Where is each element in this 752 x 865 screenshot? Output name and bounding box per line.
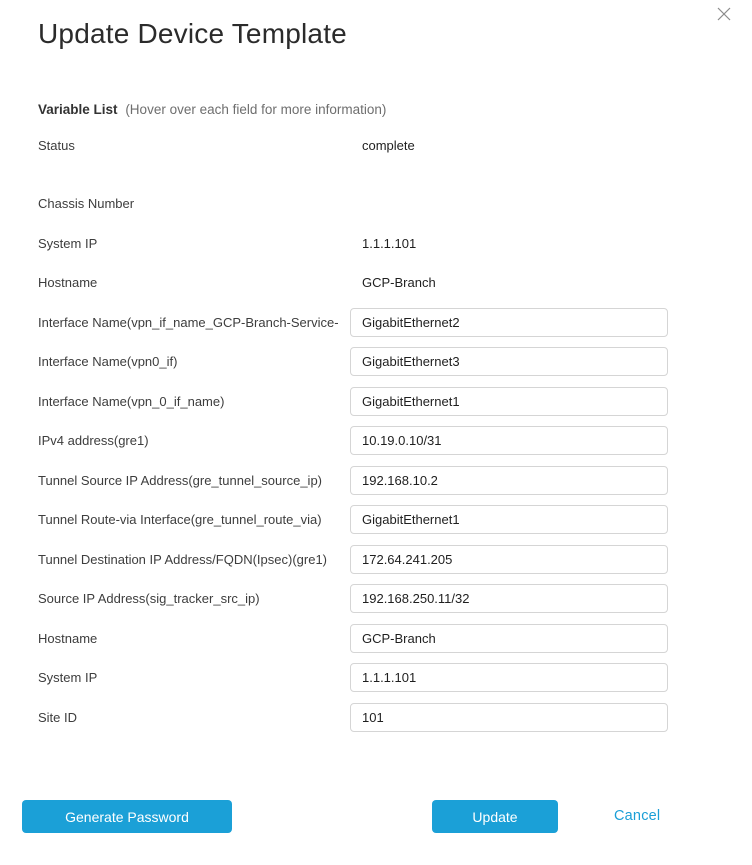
- variable-value: GCP-Branch: [362, 275, 436, 290]
- variable-label: Interface Name(vpn0_if): [38, 354, 178, 369]
- variable-label: Site ID: [38, 709, 78, 725]
- variable-label: Interface Name(vpn_if_name_GCP-Branch-Service-: [38, 314, 339, 330]
- variable-label: Interface Name(vpn_0_if_name): [38, 393, 225, 409]
- variable-input[interactable]: [350, 545, 668, 574]
- variable-label: System IP: [38, 235, 98, 251]
- variable-list-hint: (Hover over each field for more information): [125, 102, 387, 117]
- variable-input[interactable]: [350, 347, 668, 376]
- variable-label: IPv4 address(gre1): [38, 433, 149, 448]
- variable-label: System IP: [38, 670, 98, 685]
- variable-row-static: [38, 229, 714, 258]
- dialog-footer: [0, 800, 752, 833]
- variable-input[interactable]: [350, 624, 668, 653]
- variable-label: Hostname: [38, 275, 98, 290]
- variable-list: [38, 131, 714, 742]
- variable-row-input: [38, 505, 714, 534]
- variable-row-input: [38, 426, 714, 455]
- variable-input[interactable]: [350, 308, 668, 337]
- update-button[interactable]: Update: [432, 800, 558, 833]
- variable-input[interactable]: [350, 703, 668, 732]
- variable-row-static: [38, 268, 714, 297]
- variable-row-input: [38, 584, 714, 613]
- variable-label: Source IP Address(sig_tracker_src_ip): [38, 591, 260, 606]
- variable-row-input: [38, 663, 714, 692]
- variable-list-title: Variable List: [38, 102, 118, 117]
- variable-input[interactable]: [350, 505, 668, 534]
- variable-input[interactable]: [350, 663, 668, 692]
- variable-input[interactable]: [350, 426, 668, 455]
- variable-value: 1.1.1.101: [362, 235, 417, 251]
- variable-label: Tunnel Destination IP Address/FQDN(Ipsec)(gre1): [38, 551, 328, 567]
- variable-input[interactable]: [350, 466, 668, 495]
- close-icon-glyph: [714, 4, 734, 24]
- variable-row-input: [38, 545, 714, 574]
- close-icon[interactable]: [714, 4, 734, 24]
- generate-password-button[interactable]: Generate Password: [22, 800, 232, 833]
- variable-row-input: [38, 466, 714, 495]
- variable-row-input: [38, 308, 714, 337]
- variable-value: complete: [362, 138, 415, 153]
- variable-label: Tunnel Route-via Interface(gre_tunnel_route_via): [38, 512, 322, 527]
- variable-input[interactable]: [350, 584, 668, 613]
- variable-label: Chassis Number: [38, 196, 135, 211]
- variable-row-input: [38, 624, 714, 653]
- variable-row-input: [38, 347, 714, 376]
- variable-row-static: [38, 189, 714, 218]
- cancel-button[interactable]: Cancel: [614, 808, 661, 824]
- variable-label: Tunnel Source IP Address(gre_tunnel_source_ip): [38, 472, 323, 488]
- variable-row-static: [38, 131, 714, 160]
- dialog-title: Update Device Template: [38, 18, 347, 49]
- variable-row-input: [38, 703, 714, 732]
- variable-label: Status: [38, 138, 75, 153]
- variable-list-header: [38, 102, 386, 117]
- variable-label: Hostname: [38, 630, 98, 646]
- variable-input[interactable]: [350, 387, 668, 416]
- variable-row-input: [38, 387, 714, 416]
